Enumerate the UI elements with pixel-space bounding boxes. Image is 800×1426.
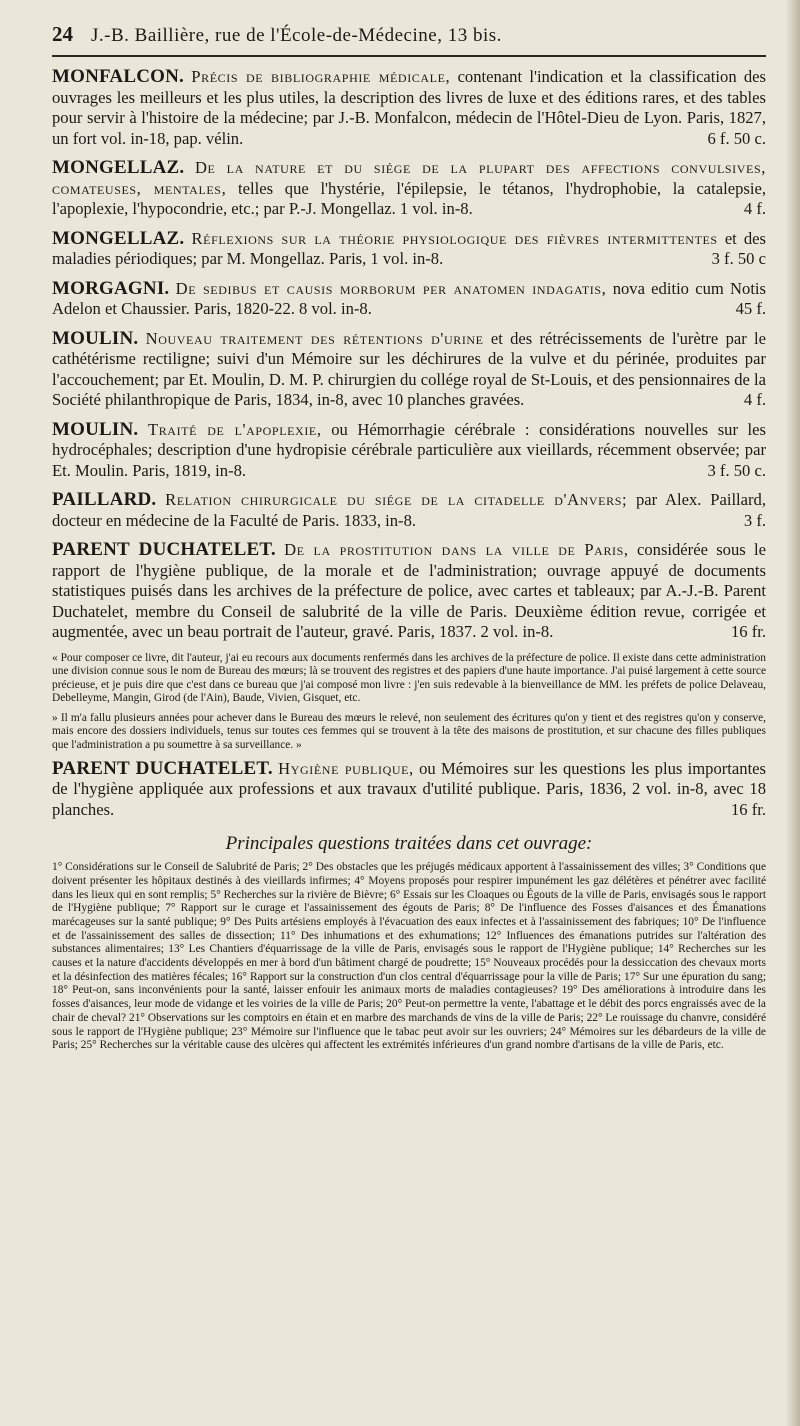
work-title: Nouveau traitement des rétentions d'urine: [145, 328, 484, 348]
work-title: De sedibus et causis morborum per anatomen indagatis,: [175, 278, 607, 298]
running-head: [52, 22, 766, 57]
entry-description: par Alex. Paillard, docteur en médecine de la Faculté de Paris. 1833, in-8.: [52, 490, 766, 530]
catalogue-entry: [52, 329, 766, 411]
entry-description: nova editio cum Notis Adelon et Chaussier. Paris, 1820-22. 8 vol. in-8.: [52, 278, 766, 318]
work-title: Réflexions sur la théorie physiologique des fièvres intermittentes: [191, 228, 718, 248]
page-number: 24: [52, 22, 73, 46]
work-title: Traité de l'apoplexie,: [147, 419, 322, 439]
entry-price: 4 f.: [743, 390, 766, 409]
entry-price: 3 f. 50 c.: [707, 460, 766, 480]
catalogue-entry: [52, 759, 766, 821]
entry-price: 16 fr.: [730, 622, 766, 641]
entry-description: ou Mémoires sur les questions les plus importantes de l'hygiène appliquée aux professions et aux travaux d'utilité publique. Paris, 1836, 2 vol. in-8, avec 18 planches.: [52, 758, 766, 819]
entry-description: et des maladies périodiques; par M. Mongellaz. Paris, 1 vol. in-8.: [52, 228, 766, 268]
work-title: De la nature et du siége de la plupart des affections convulsives, comateuses, mentales,: [52, 158, 766, 198]
author-name: MOULIN.: [52, 418, 139, 440]
entry-description: considérée sous le rapport de l'hygiène publique, de la morale et de l'administration; ouvrage appuyé de documents statistiques puisés dans les archives de la préfecture de police, avec cartes et tableaux; par A.-J.-B. Parent Duchatelet, membre du Conseil de salubrité de la ville de Paris. Deuxième édition revue, corrigée et augmentée, avec un beau portrait de l'auteur, gravé. Paris, 1837. 2 vol. in-8.: [52, 540, 766, 641]
catalogue-entry: [52, 158, 766, 220]
author-name: MORGAGNI.: [52, 277, 170, 299]
author-quote: « Pour composer ce livre, dit l'auteur, j'ai eu recours aux documents renfermés dans les archives de la préfecture de police. Il existe dans cette administration une division connue sous le nom de Bureau des mœurs; là se trouvent des registres et des papiers d'une haute importance. J'ai puisé largement à cette source précieuse, et je puis dire que c'est dans ce bureau que j'ai composé mon livre : j'en suis redevable à la bienveillance de MM. les préfets de police Delaveau, Debelleyme, Mangin, Girod (de l'Ain), Baude, Vivien, Gisquet, etc.: [52, 651, 766, 705]
catalogue-entry: [52, 279, 766, 320]
publisher-line: J.-B. Baillière, rue de l'École-de-Médecine, 13 bis.: [91, 25, 502, 46]
catalogue-entry: [52, 229, 766, 270]
author-name: MONGELLAZ.: [52, 227, 185, 249]
author-name: PAILLARD.: [52, 489, 157, 510]
entry-price: 4 f.: [743, 199, 766, 218]
entry-price: 3 f.: [743, 510, 766, 530]
catalogue-entry: [52, 540, 766, 643]
questions-list: 1° Considérations sur le Conseil de Salubrité de Paris; 2° Des obstacles que les préjugés médicaux apportent à l'assainissement des villes; 3° Conditions que doivent présenter les hôpitaux destinés à des vieillards infirmes; 4° Moyens proposés pour respirer impunément les gaz délétères et pénétrer avec facilité dans les lieux qui en sont remplis; 5° Recherches sur la rivière de Bièvre; 6° Essais sur les Cloaques ou Égouts de la ville de Paris, envisagés sous le rapport de l'Hygiène publique; 7° Rapport sur le curage et l'assainissement des égouts de Paris; 8° De l'influence des Fosses d'aisances et des Émanations marécageuses sur la santé publique; 9° Des Puits artésiens employés à l'évacuation des eaux infectes et à l'assainissement des fabriques; 10° De l'influence et de l'assainissement des salles de dissection; 11° Des inhumations et des exhumations; 12° Influences des émanations putrides sur l'altération des substances alimentaires; 13° Les Chantiers d'équarrissage de la ville de Paris, envisagés sous le rapport de l'Hygiène publique; 14° Recherches sur les causes et la nature d'accidents développés en mer à bord d'un bâtiment chargé de poudrette; 15° Nouveaux procédés pour la dessiccation des chevaux morts et la désinfection des matières fécales; 16° Rapport sur la construction d'un clos central d'équarrissage pour la ville de Paris; 17° Sur une épuration du sang; 18° Peut-on, sans inconvénients pour la santé, laisser enfouir les animaux morts de maladies contagieuses? 19° Des améliorations à introduire dans les fosses d'aisances, leur mode de vidange et les voiries de la ville de Paris; 20° Peut-on permettre la vente, l'abattage et le débit des porcs engraissés avec de la chair de cheval? 21° Observations sur les comptoirs en étain et en marbre des marchands de vins de la ville de Paris; 22° Le rouissage du chanvre, considéré sous le rapport de l'Hygiène publique; 23° Mémoire sur l'influence que le tabac peut avoir sur les ouvriers; 24° Mémoires sur les débardeurs de la ville de Paris; 25° Recherches sur la véritable cause des ulcères qui affectent les extrémités inférieures d'un grand nombre d'artisans de la ville de Paris, etc.: [52, 861, 766, 1052]
catalogue-entry: [52, 420, 766, 482]
questions-heading: Principales questions traitées dans cet ouvrage:: [225, 833, 593, 855]
work-title: De la prostitution dans la ville de Paris,: [284, 540, 629, 559]
page-edge-shadow: [786, 0, 800, 1426]
entry-description: contenant l'indication et la classification des ouvrages les meilleurs et les plus utiles, la description des livres de luxe et des éditions rares, et des tables pour servir à l'histoire de la médecine; par J.-B. Monfalcon, médecin de l'Hôtel-Dieu de Lyon. Paris, 1827, un fort vol. in-18, pap. vélin.: [52, 67, 767, 148]
author-name: PARENT DUCHATELET.: [52, 757, 273, 779]
entry-price: 45 f.: [735, 299, 766, 318]
entry-price: 16 fr.: [730, 799, 766, 819]
work-title: Hygiène publique,: [278, 758, 414, 778]
author-name: MOULIN.: [52, 327, 139, 349]
work-title: Relation chirurgicale du siége de la citadelle d'Anvers;: [165, 490, 628, 509]
catalogue-entry: [52, 490, 766, 531]
entry-description: et des rétrécissements de l'urètre par le cathétérisme rectiligne; suivi d'un Mémoire sur les déchirures de la vulve et du périnée, produites par l'accouchement; par Et. Moulin, D. M. P. chirurgien du collége royal de St-Louis, et des pensionnaires de la Société philanthropique de Paris, 1834, in-8, avec 10 planches gravées.: [52, 328, 766, 409]
author-name: PARENT DUCHATELET.: [52, 539, 276, 560]
author-quote: » Il m'a fallu plusieurs années pour achever dans le Bureau des mœurs le relevé, non seulement des écritures qu'on y tient et des registres qu'on y conserve, mais encore des dossiers individuels, tenus sur toutes ces femmes qui se trouvent à la tête des maisons de prostitution, et sur chacune des filles publiques que l'administration a pu soumettre à sa surveillance. »: [52, 711, 766, 752]
entry-price: 6 f. 50 c.: [707, 128, 766, 148]
work-title: Précis de bibliographie médicale,: [191, 67, 451, 86]
author-name: MONFALCON.: [52, 66, 184, 87]
catalogue-entry: [52, 67, 766, 149]
author-name: MONGELLAZ.: [52, 157, 185, 178]
catalogue-entries: [52, 67, 766, 1053]
entry-price: 3 f. 50 c: [711, 249, 766, 268]
entry-description: telles que l'hystérie, l'épilepsie, le tétanos, l'hydrophobie, la catalepsie, l'apoplexie, l'hypocondrie, etc.; par P.-J. Mongellaz. 1 vol. in-8.: [52, 178, 766, 218]
entry-description: ou Hémorrhagie cérébrale : considérations nouvelles sur les hydrocéphales; description d'une hydropisie cérébrale particulière aux vieillards, récemment observée; par Et. Moulin. Paris, 1819, in-8.: [52, 419, 766, 480]
